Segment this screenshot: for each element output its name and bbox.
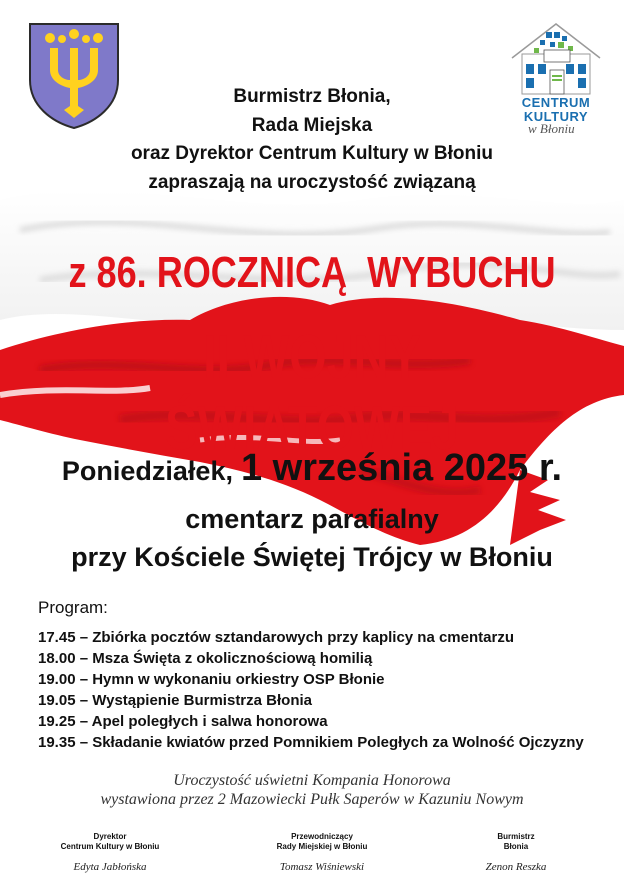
program-item: 19.00 – Hymn w wykonaniu orkiestry OSP Błonie — [38, 671, 385, 688]
event-date — [0, 447, 624, 490]
program-item: 17.45 – Zbiórka pocztów sztandarowych przy kaplicy na cmentarzu — [38, 629, 514, 646]
honor-guard-note-line-1: Uroczystość uświetni Kompania Honorowa — [173, 772, 451, 789]
coat-of-arms-icon — [24, 18, 124, 130]
signature-mayor — [446, 832, 586, 873]
signature-name: Edyta Jabłońska — [73, 861, 147, 873]
signature-name: Tomasz Wiśniewski — [279, 861, 365, 873]
event-place-line-1: cmentarz parafialny — [185, 504, 439, 534]
program-item: 19.35 – Składanie kwiatów przed Pomnikiem Poległych za Wolność Ojczyzny — [38, 734, 584, 751]
signature-role-org: Centrum Kultury w Błoniu — [60, 842, 160, 851]
program-item: 19.05 – Wystąpienie Burmistrza Błonia — [38, 692, 312, 709]
logo-text-kultury: KULTURY — [523, 109, 589, 124]
logo-text-centrum: CENTRUM — [521, 95, 591, 110]
intro-line-2: Rada Miejska — [251, 115, 373, 136]
headline-line-2: II WOJNY ŚWIATOWEJ — [165, 323, 459, 463]
signature-role: Dyrektor — [93, 832, 127, 841]
intro-line-1: Burmistrz Błonia, — [233, 86, 391, 107]
event-date-main: 1 września 2025 r. — [240, 447, 563, 489]
signature-council-chair — [252, 832, 392, 873]
event-day: Poniedziałek, — [61, 456, 233, 486]
program-title: Program: — [38, 598, 108, 617]
signature-name: Zenon Reszka — [485, 861, 547, 873]
program-item: 18.00 – Msza Święta z okolicznościową homilią — [38, 650, 373, 667]
intro-line-4: zapraszają na uroczystość związaną — [148, 172, 476, 193]
headline-line-1: z 86. ROCZNICĄ WYBUCHU — [68, 248, 556, 297]
program-list — [38, 627, 584, 753]
event-place-line-2: przy Kościele Świętej Trójcy w Błoniu — [71, 542, 553, 572]
program-item: 19.25 – Apel poległych i salwa honorowa — [38, 713, 328, 730]
intro-line-3: oraz Dyrektor Centrum Kultury w Błoniu — [130, 143, 494, 164]
signature-role-org: Błonia — [503, 842, 529, 851]
signature-director — [40, 832, 180, 873]
signature-role: Przewodniczący — [291, 832, 353, 841]
honor-guard-note-line-2: wystawiona przez 2 Mazowiecki Pułk Saperów w Kazuniu Nowym — [100, 791, 524, 808]
logo-text-w-bloniu: w Błoniu — [528, 121, 575, 136]
signature-role-org: Rady Miejskiej w Błoniu — [276, 842, 368, 851]
signature-role: Burmistrz — [497, 832, 535, 841]
